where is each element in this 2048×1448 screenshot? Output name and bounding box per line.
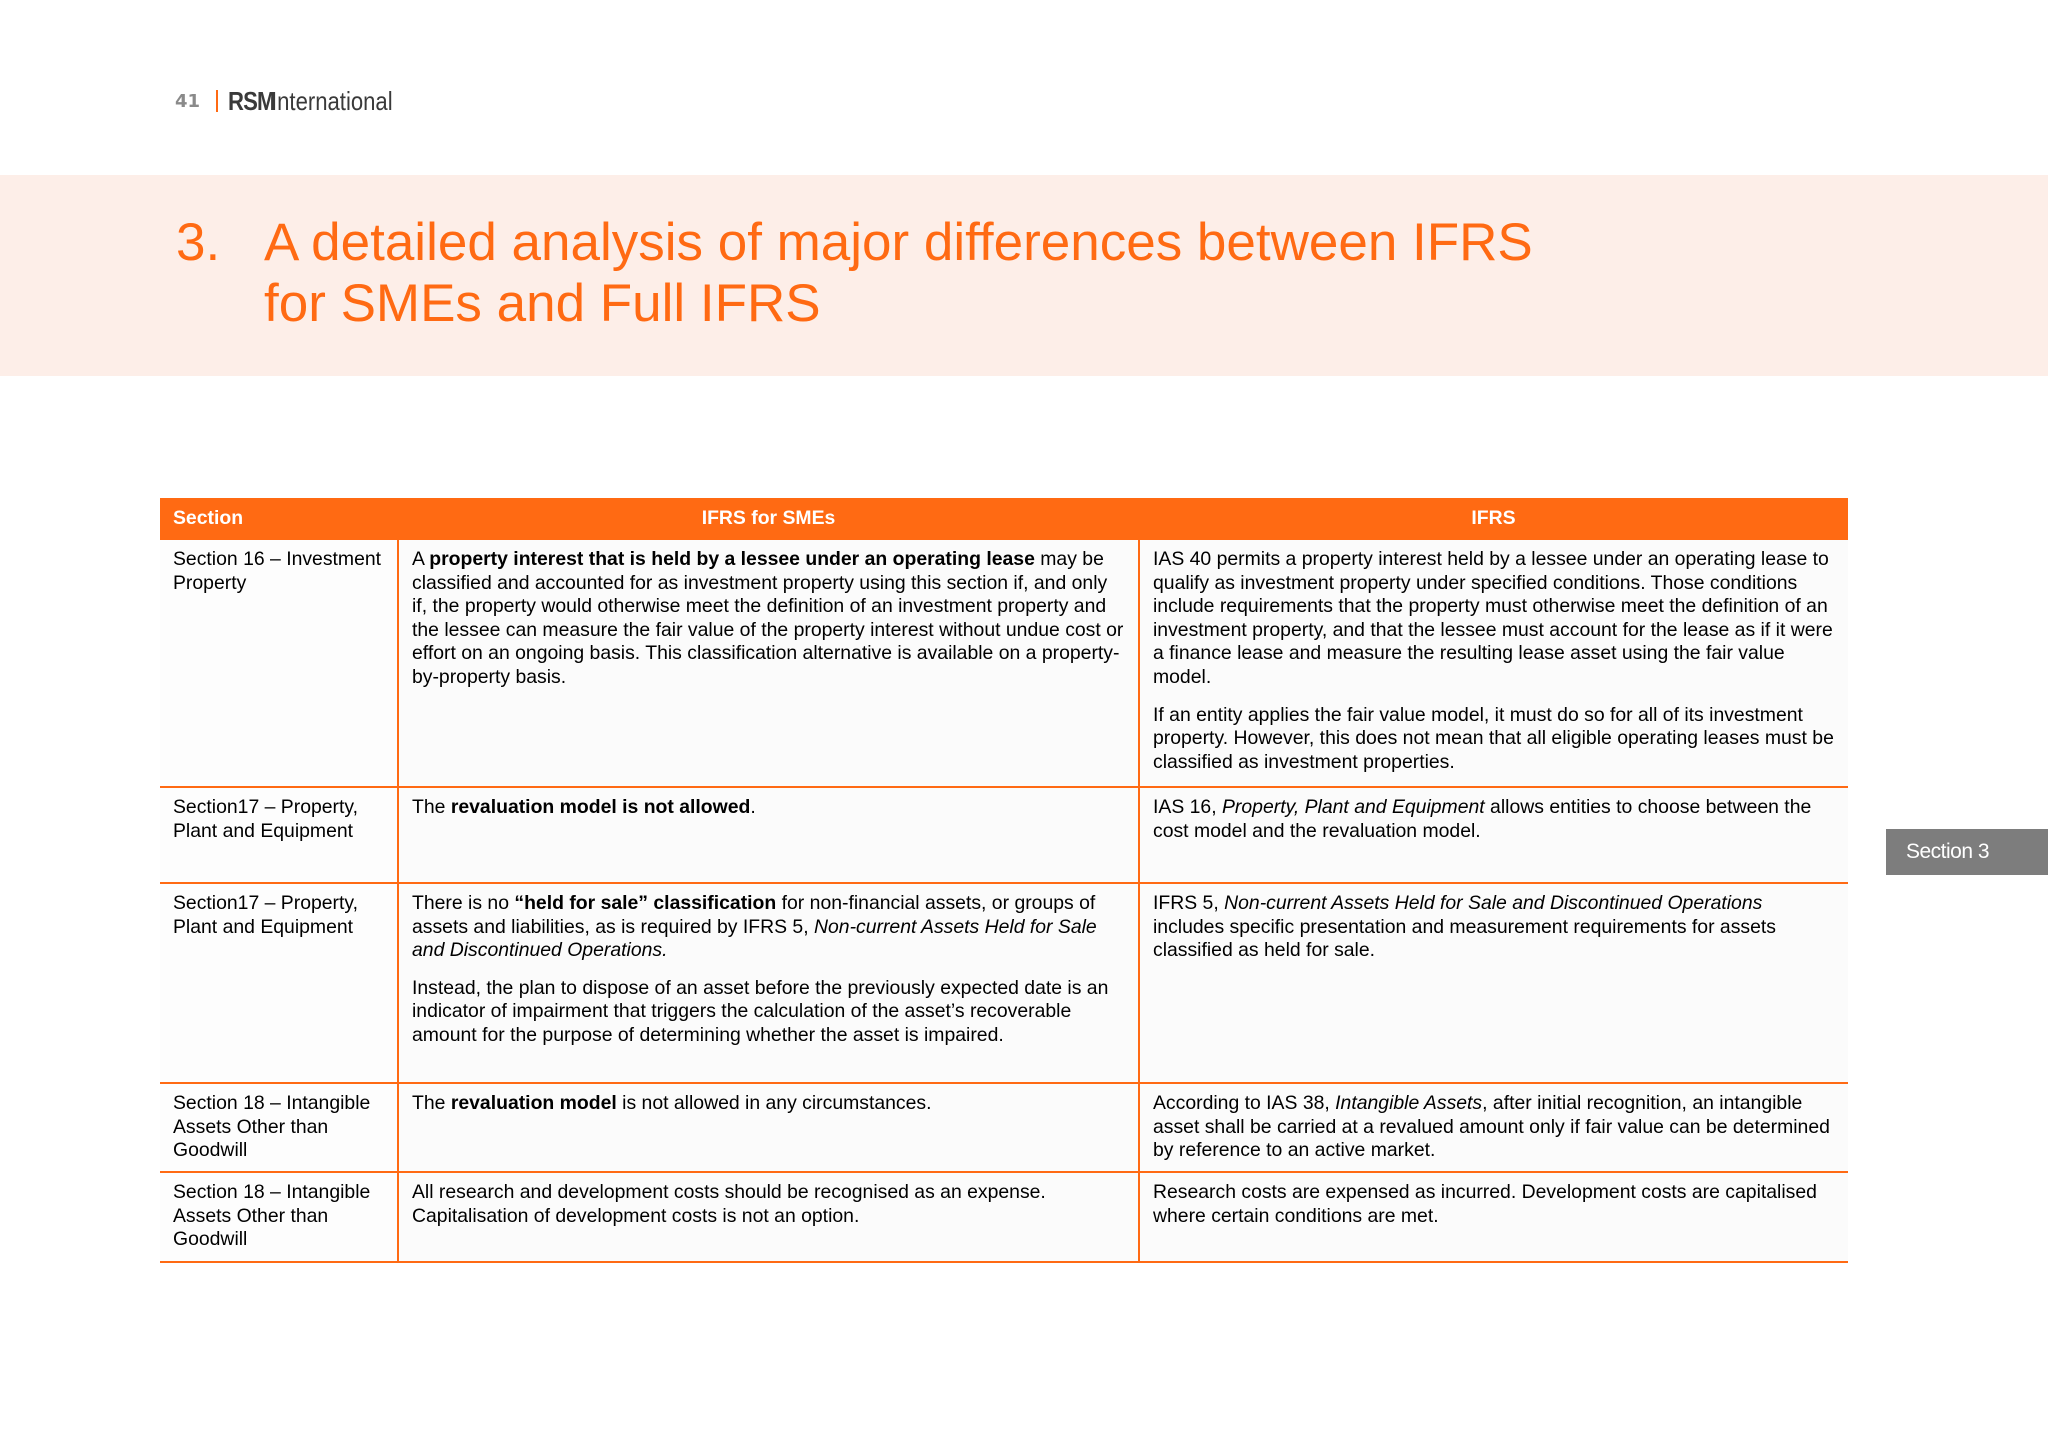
cell-paragraph bbox=[1153, 892, 1835, 963]
ifrs-cell bbox=[1139, 787, 1848, 883]
cell-paragraph bbox=[1153, 1181, 1835, 1228]
sme-cell bbox=[398, 540, 1139, 787]
section-cell: Section17 – Property, Plant and Equipment bbox=[160, 883, 398, 1083]
text-run: A bbox=[412, 548, 430, 570]
text-run: allows entities to choose between the cost model and the revaluation model. bbox=[1153, 796, 1812, 842]
section-cell: Section 16 – Investment Property bbox=[160, 540, 398, 787]
text-run: According to IAS 38, bbox=[1153, 1092, 1336, 1114]
text-run: If an entity applies the fair value model, it must do so for all of its investment property. However, this does not mean that all eligible operating leases must be classified as investment properties. bbox=[1153, 703, 1834, 773]
text-run: includes specific presentation and measurement requirements for assets classified as held for sale. bbox=[1153, 915, 1776, 962]
cell-paragraph bbox=[1153, 796, 1835, 843]
cell-paragraph bbox=[412, 892, 1125, 963]
italic-run: Property, Plant and Equipment bbox=[1222, 796, 1485, 818]
ifrs-cell bbox=[1139, 1172, 1848, 1262]
text-run: may be classified and accounted for as investment property using this section if, and only if, the property would otherwise meet the definition of an investment property and the lessee can measure the fair value of the property interest without undue cost or effort on an ongoing basis. This classification alternative is available on a property-by-property basis. bbox=[412, 548, 1124, 688]
section-cell: Section 18 – Intangible Assets Other than Goodwill bbox=[160, 1083, 398, 1172]
comparison-table bbox=[160, 498, 1848, 1263]
text-run: Research costs are expensed as incurred. Development costs are capitalised where certain conditions are met. bbox=[1153, 1181, 1817, 1227]
rsm-logo bbox=[228, 86, 414, 117]
cell-paragraph bbox=[412, 548, 1125, 690]
cell-paragraph bbox=[1153, 1092, 1835, 1163]
table-row bbox=[160, 540, 1848, 787]
cell-paragraph bbox=[412, 1181, 1125, 1228]
title-text: A detailed analysis of major differences between IFRS for SMEs and Full IFRS bbox=[264, 213, 1533, 333]
text-run: is not allowed in any circumstances. bbox=[616, 1092, 932, 1114]
header-divider bbox=[216, 90, 218, 112]
bold-run: property interest that is held by a lessee under an operating lease bbox=[429, 548, 1035, 570]
text-run: for non-financial assets, or groups of assets and liabilities, as is required by IFRS 5, bbox=[412, 892, 1096, 938]
column-header-section: Section bbox=[160, 498, 398, 540]
text-run: . bbox=[750, 796, 756, 818]
sme-cell bbox=[398, 883, 1139, 1083]
cell-paragraph bbox=[412, 977, 1125, 1048]
bold-run: revaluation model bbox=[450, 1092, 617, 1114]
page-number: 41 bbox=[175, 90, 201, 112]
text-run: , after initial recognition, an intangible asset shall be carried at a revalued amount only if fair value can be determined by reference to an active market. bbox=[1153, 1092, 1830, 1162]
italic-run: Non-current Assets Held for Sale and Discontinued Operations. bbox=[412, 915, 1097, 962]
text-run: Instead, the plan to dispose of an asset before the previously expected date is an indicator of impairment that triggers the calculation of the asset’s recoverable amount for the purpose of determining whether the asset is impaired. bbox=[412, 976, 1109, 1046]
cell-paragraph bbox=[1153, 704, 1835, 775]
sme-cell bbox=[398, 787, 1139, 883]
text-run: IAS 40 permits a property interest held by a lessee under an operating lease to qualify as investment property under specified conditions. Those conditions include requirements that the property must otherwise meet the definition of an investment property, and that the lessee must account for the lease as if it were a finance lease and measure the resulting lease asset using the fair value model. bbox=[1153, 548, 1833, 688]
cell-paragraph bbox=[412, 796, 1125, 820]
table-row bbox=[160, 883, 1848, 1083]
italic-run: Intangible Assets bbox=[1335, 1092, 1483, 1114]
bold-run: revaluation model is not allowed bbox=[450, 796, 751, 818]
column-header-ifrs-smes: IFRS for SMEs bbox=[398, 498, 1139, 540]
section-cell: Section17 – Property, Plant and Equipment bbox=[160, 787, 398, 883]
ifrs-cell bbox=[1139, 540, 1848, 787]
cell-paragraph bbox=[1153, 548, 1835, 690]
title-number: 3. bbox=[176, 213, 221, 272]
table-row bbox=[160, 1083, 1848, 1172]
italic-run: Non-current Assets Held for Sale and Discontinued Operations bbox=[1224, 892, 1763, 914]
ifrs-cell bbox=[1139, 1083, 1848, 1172]
cell-paragraph bbox=[412, 1092, 1125, 1116]
logo-primary: RSM bbox=[228, 85, 275, 116]
text-run: The bbox=[412, 796, 451, 818]
text-run: All research and development costs should be recognised as an expense. Capitalisation of development costs is not an option. bbox=[412, 1181, 1046, 1227]
logo-secondary: International bbox=[270, 85, 393, 116]
ifrs-cell bbox=[1139, 883, 1848, 1083]
section-tab[interactable]: Section 3 bbox=[1886, 829, 2048, 875]
table-row bbox=[160, 787, 1848, 883]
text-run: There is no bbox=[412, 892, 515, 914]
table-row bbox=[160, 1172, 1848, 1262]
text-run: IAS 16, bbox=[1153, 796, 1222, 818]
section-cell: Section 18 – Intangible Assets Other than Goodwill bbox=[160, 1172, 398, 1262]
sme-cell bbox=[398, 1172, 1139, 1262]
table-header-row bbox=[160, 498, 1848, 540]
page-header bbox=[175, 86, 414, 116]
text-run: The bbox=[412, 1092, 451, 1114]
bold-run: “held for sale” classification bbox=[514, 892, 777, 914]
column-header-ifrs: IFRS bbox=[1139, 498, 1848, 540]
text-run: IFRS 5, bbox=[1153, 892, 1225, 914]
sme-cell bbox=[398, 1083, 1139, 1172]
